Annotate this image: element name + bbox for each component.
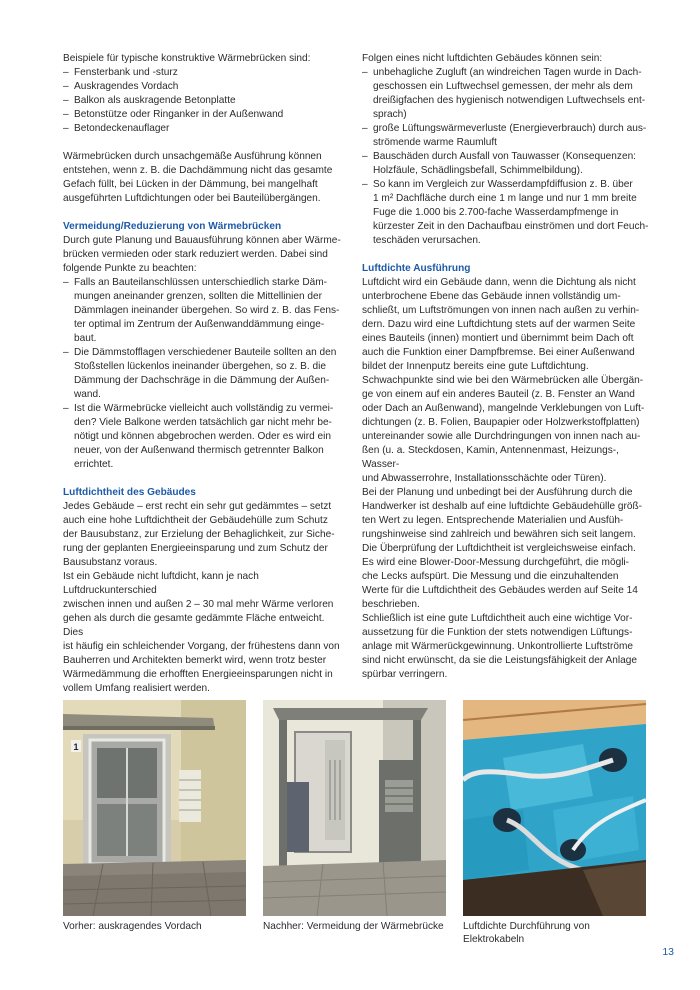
text-line: Die Überprüfung der Luftdichtheit ist vergleichsweise einfach. <box>362 543 636 554</box>
text-line: zwischen innen und außen 2 – 30 mal mehr Wärme verloren <box>63 599 334 610</box>
text-line: Bei der Planung und unbedingt bei der Ausführung durch die <box>362 487 633 498</box>
list-item: – Auskragendes Vordach <box>63 80 347 94</box>
text-line: Gefach füllt, bei Lücken in der Dämmung, bei mangelhaft <box>63 179 318 190</box>
text-line: große Lüftungswärmeverluste (Energieverbrauch) durch aus- <box>373 123 647 134</box>
photo-caption-before: Vorher: auskragendes Vordach <box>63 921 202 932</box>
text-line: folgende Punkte zu beachten: <box>63 263 197 274</box>
text-line: Ist ein Gebäude nicht luftdicht, kann je nach Luftdruckunterschied <box>63 571 259 596</box>
text-line: Bauschäden durch Ausfall von Tauwasser (Konsequenzen: <box>373 151 636 162</box>
text-line: Bausubstanz voraus. <box>63 557 158 568</box>
text-line: rungshinweise sind zahlreich und bewähren sich seit langem. <box>362 529 636 540</box>
text-line: 1 m² Dachfläche durch eine 1 m lange und nur 1 mm breite <box>373 193 637 204</box>
airtight-heading: Luftdichtheit des Gebäudes <box>63 487 196 498</box>
text-line: Luftdichte Durchführung von <box>463 921 590 932</box>
text-line: mungen aneinander grenzen, sollten die Mittellinien der <box>74 291 323 302</box>
text-line: Holzfäule, Schädlingsbefall, Schimmelbildung). <box>373 165 583 176</box>
text-line: bildet der Innenputz bereits eine gute Luftdichtung. <box>362 361 589 372</box>
text-line: der Bausubstanz, zur Erzielung der Behaglichkeit, zur Siche- <box>63 529 335 540</box>
text-line: gehen als durch die gesamte gedämmte Fläche entweicht. Dies <box>63 613 325 638</box>
mailbox-column <box>379 760 419 870</box>
text-line: strömende warme Raumluft <box>373 137 497 148</box>
text-line: che Lecks aufspürt. Die Messung und die einzuhaltenden <box>362 571 619 582</box>
avoid-paragraph <box>63 234 347 276</box>
text-line: dichtungen (z. B. Folien, Baupapier oder Holzwerkstoffplatten) <box>362 417 640 428</box>
left-column <box>63 52 347 696</box>
text-line: Luftdicht wird ein Gebäude dann, wenn die Dichtung als nicht <box>362 277 636 288</box>
text-line: unterbrochene Ebene das Gebäude innen vollständig um- <box>362 291 621 302</box>
text-line: sind nicht erwünscht, da sie die Leistungsfähigkeit der Anlage <box>362 655 637 666</box>
text-line: errichtet. <box>74 459 114 470</box>
text-line: Wärmebrücken durch unsachgemäße Ausführung können <box>63 151 322 162</box>
text-line: den? Viele Balkone werden tatsächlich gar nicht mehr be- <box>74 417 332 428</box>
photo-before-canopy <box>63 700 246 916</box>
text-line: oder Dach an Außenwand), mangelnde Verklebungen von Luft- <box>362 403 645 414</box>
text-line: dreißigfachen des hygienisch notwendigen Luftwechsels ent- <box>373 95 646 106</box>
text-line: kürzester Zeit in den Dachaufbau einströmen und dort Feuch- <box>373 221 649 232</box>
examples-list <box>63 66 347 136</box>
text-line: nötigt und können abgebrochen werden. Oder es wird ein <box>74 431 332 442</box>
list-item <box>362 178 649 248</box>
list-item <box>362 66 649 122</box>
text-line: aussetzung für die Funktion der stets notwendigen Lüftungs- <box>362 627 633 638</box>
steel-canopy <box>273 708 428 720</box>
list-item <box>362 122 649 150</box>
text-line: Handwerker ist deshalb auf eine luftdichte Gebäudehülle größ- <box>362 501 642 512</box>
examples-intro: Beispiele für typische konstruktive Wärmebrücken sind: <box>63 53 311 64</box>
text-line: teschäden verursachen. <box>373 235 481 246</box>
execution-paragraph-2 <box>362 486 649 612</box>
text-line: Jedes Gebäude – erst recht ein sehr gut gedämmtes – setzt <box>63 501 332 512</box>
steel-post <box>279 720 287 870</box>
airtight-paragraph-2 <box>63 570 347 696</box>
damage-paragraph <box>63 150 347 206</box>
text-line: Durch gute Planung und Bauausführung können aber Wärme- <box>63 235 341 246</box>
execution-heading: Luftdichte Ausführung <box>362 263 471 274</box>
execution-paragraph <box>362 276 649 486</box>
separated-canopy-illustration <box>263 700 446 916</box>
text-line: brücken vermieden oder stark reduziert werden. Dabei sind <box>63 249 328 260</box>
canopy-entrance-illustration <box>63 700 246 916</box>
text-line: neuer, von der Außenwand thermisch getrennter Balkon <box>74 445 324 456</box>
list-item <box>63 402 347 472</box>
text-line: Schwachpunkte sind wie bei den Wärmebrücken alle Übergän- <box>362 375 644 386</box>
consequences-list <box>362 66 649 248</box>
consequences-intro: Folgen eines nicht luftdichten Gebäudes können sein: <box>362 53 603 64</box>
text-line: vollem Umfang realisiert werden. <box>63 683 210 694</box>
cable-duct-illustration <box>463 700 646 916</box>
mailboxes <box>179 770 201 822</box>
house-number: 1 <box>73 742 79 752</box>
text-line: Falls an Bauteilanschlüssen unterschiedlich starke Däm- <box>74 277 328 288</box>
text-line: auch die Funktion einer Dampfbremse. Bei einer Außenwand <box>362 347 635 358</box>
text-line: unbehagliche Zugluft (an windreichen Tagen wurde in Dach- <box>373 67 642 78</box>
text-line: Die Dämmstofflagen verschiedener Bauteile sollten an den <box>74 347 337 358</box>
avoid-heading: Vermeidung/Reduzierung von Wärmebrücken <box>63 221 282 232</box>
text-line: geschossen ein Luftwechsel gemessen, der mehr als dem <box>373 81 633 92</box>
text-line: Werte für die Luftdichtheit des Gebäudes werden auf Seite 14 <box>362 585 638 596</box>
photo-after-canopy <box>263 700 446 916</box>
text-line: ßen (u. a. Steckdosen, Kamin, Antennenmast, Heizungs-, Wasser- <box>362 445 619 470</box>
text-line: ten Wert zu legen. Entsprechende Materialien und Ausfüh- <box>362 515 624 526</box>
page-number: 13 <box>662 946 674 958</box>
text-line: Stoßstellen lückenlos ineinander übergehen, so z. B. die <box>74 361 326 372</box>
list-item <box>63 276 347 346</box>
text-line: ter optimal im Zentrum der Außenwanddämmung einge- <box>74 319 325 330</box>
text-line: und Abwasserrohre, Installationsschächte oder Türen). <box>362 473 607 484</box>
list-item: – Fensterbank und -sturz <box>63 66 347 80</box>
execution-paragraph-3 <box>362 612 649 682</box>
text-line: entstehen, wenn z. B. die Dachdämmung nicht das gesamte <box>63 165 333 176</box>
airtight-paragraph <box>63 500 347 570</box>
list-item: – Betonstütze oder Ringanker in der Außenwand <box>63 108 347 122</box>
perforated-panel <box>287 782 309 852</box>
text-line: Wärmedämmung die erhofften Energieeinsparungen nicht in <box>63 669 333 680</box>
right-column <box>362 52 649 682</box>
text-line: dern. Dazu wird eine Luftdichtung stets auf der warmen Seite <box>362 319 636 330</box>
text-line: Dämmlagen ineinander übergehen. So wird z. B. das Fens- <box>74 305 340 316</box>
text-line: baut. <box>74 333 97 344</box>
text-line: Ist die Wärmebrücke vielleicht auch vollständig zu vermei- <box>74 403 334 414</box>
text-line: Schließlich ist eine gute Luftdichtheit auch eine wichtige Vor- <box>362 613 633 624</box>
text-line: Elektrokabeln <box>463 934 525 945</box>
text-line: auch eine hohe Luftdichtheit der Gebäudehülle zum Schutz <box>63 515 328 526</box>
photo-caption-after: Nachher: Vermeidung der Wärmebrücke <box>263 921 444 932</box>
text-line: So kann im Vergleich zur Wasserdampfdiffusion z. B. über <box>373 179 633 190</box>
list-item: – Betondeckenauflager <box>63 122 347 136</box>
text-line: spürbar verringern. <box>362 669 448 680</box>
text-line: ist häufig ein schleichender Vorgang, der frühestens dann von <box>63 641 340 652</box>
photo-cable-duct <box>463 700 646 916</box>
text-line: rung der geplanten Energieeinsparung und zum Schutz der <box>63 543 328 554</box>
list-item: – Balkon als auskragende Betonplatte <box>63 94 347 108</box>
text-line: wand. <box>74 389 101 400</box>
list-item <box>362 150 649 178</box>
text-line: eines Bauteils (innen) montiert und übernimmt beim Dach oft <box>362 333 634 344</box>
text-line: Dämmung der Dachschräge in die Dämmung der Außen- <box>74 375 330 386</box>
text-line: beschrieben. <box>362 599 420 610</box>
text-line: Fuge die 1.000 bis 2.700-fache Wasserdampfmenge in <box>373 207 619 218</box>
text-line: anlage mit Wärmerückgewinnung. Unkontrollierte Luftströme <box>362 641 633 652</box>
text-line: schließt, um Luftströmungen von innen nach außen zu verhin- <box>362 305 640 316</box>
text-line: Bauherren und Architekten bemerkt wird, wenn trotz bester <box>63 655 327 666</box>
text-line: sprach) <box>373 109 407 120</box>
text-line: Es wird eine Blower-Door-Messung durchgeführt, die mögli- <box>362 557 630 568</box>
avoid-list <box>63 276 347 472</box>
list-item <box>63 346 347 402</box>
photo-caption-cable <box>463 920 638 946</box>
text-line: ausgeführten Luftdichtungen oder bei Bauteilübergängen. <box>63 193 321 204</box>
text-line: untereinander sowie alle Durchdringungen von innen nach au- <box>362 431 641 442</box>
text-line: ge von einem auf ein anderes Bauteil (z. B. Fenster an Wand <box>362 389 635 400</box>
paving <box>263 860 446 916</box>
